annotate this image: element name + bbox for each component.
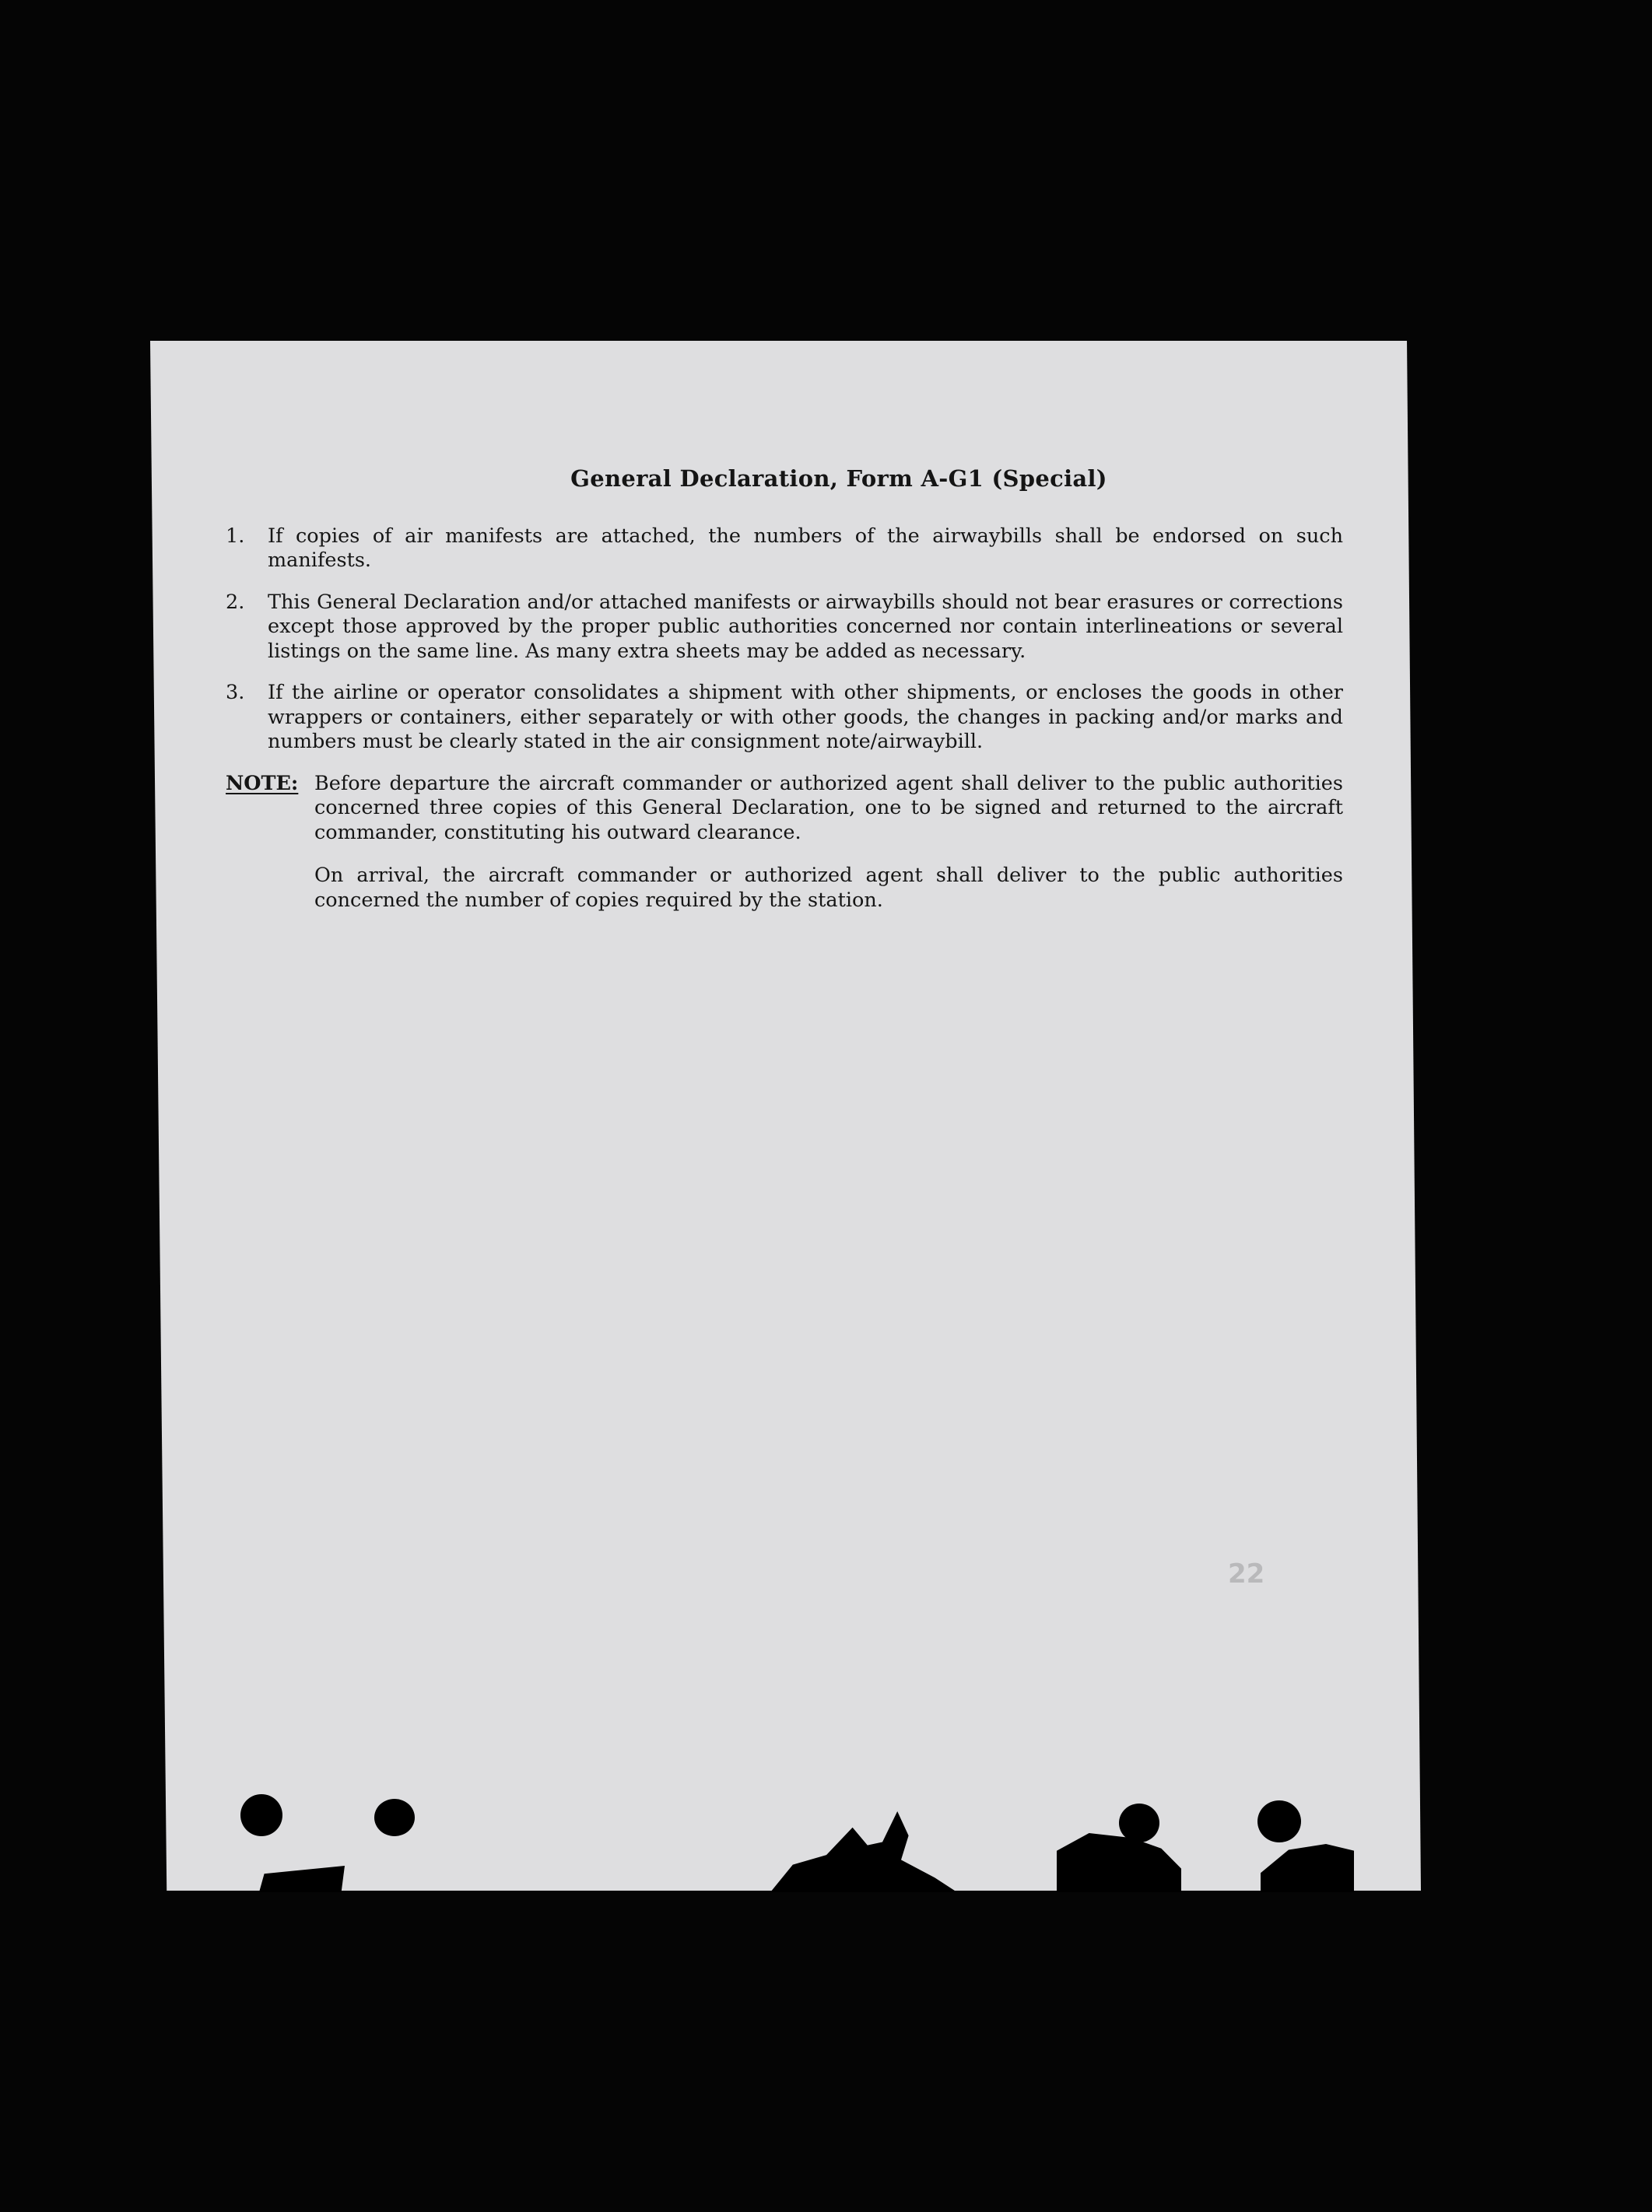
punch-hole (1119, 1804, 1159, 1842)
punch-hole (240, 1794, 282, 1836)
item-text: If copies of air manifests are attached, the numbers of the airwaybills shall be endorsed on such manifests. (268, 524, 1343, 572)
note-paragraph-departure: Before departure the aircraft commander or authorized agent shall deliver to the public authorities concerned three copies of this General Declaration, one to be signed and returned to the aircraft commander, constituting his outward clearance. (314, 771, 1343, 844)
note-body (314, 772, 1343, 932)
item-number: 1. (226, 524, 245, 548)
punch-hole (374, 1799, 415, 1836)
note-paragraph-arrival: On arrival, the aircraft commander or authorized agent shall deliver to the public authorities concerned the number of copies required by the station. (314, 864, 1343, 912)
instruction-item-3 (226, 681, 1343, 755)
item-number: 3. (226, 681, 245, 704)
note-label: NOTE: (226, 771, 299, 795)
instruction-item-1 (226, 524, 1343, 573)
document-content (226, 467, 1343, 931)
document-title: General Declaration, Form A-G1 (Special) (570, 465, 1107, 492)
note-section (226, 772, 1343, 932)
item-text: If the airline or operator consolidates a shipment with other shipments, or encloses the goods in other wrappers or containers, either separately or with other goods, the changes in packing and/or marks and numbers must be clearly stated in the air consignment note/airwaybill. (268, 681, 1343, 753)
item-text: This General Declaration and/or attached manifests or airwaybills should not bear erasures or corrections except those approved by the proper public authorities concerned nor contain interlineations or several listings on the same line. As many extra sheets may be added as necessary. (268, 590, 1343, 663)
page-number-mark: 22 (1228, 1558, 1265, 1590)
item-number: 2. (226, 590, 245, 614)
punch-hole (1257, 1800, 1301, 1842)
instruction-item-2 (226, 591, 1343, 664)
